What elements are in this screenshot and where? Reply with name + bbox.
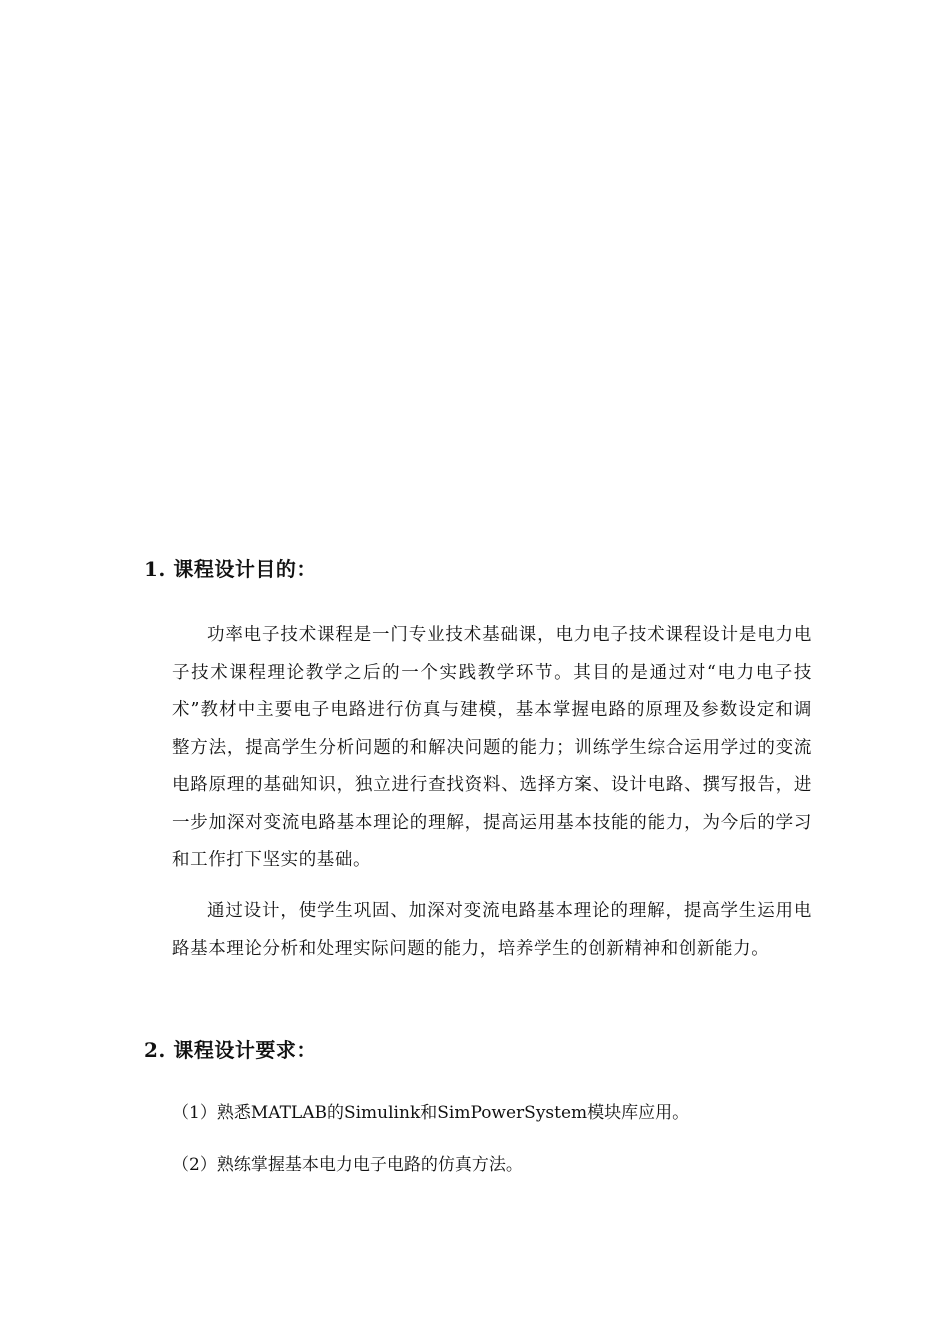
requirement-item-1: （1）熟悉MATLAB的Simulink和SimPowerSystem模块库应用。 <box>172 1103 690 1123</box>
section-1-paragraph-1: 功率电子技术课程是一门专业技术基础课，电力电子技术课程设计是电力电子技术课程理论教学之后的一个实践教学环节。其目的是通过对“电力电子技术”教材中主要电子电路进行仿真与建模，基本掌握电路的原理及参数设定和调整方法，提高学生分析问题的和解决问题的能力；训练学生综合运用学过的变流电路原理的基础知识，独立进行查找资料、选择方案、设计电路、撰写报告，进一步加深对变流电路基本理论的理解，提高运用基本技能的能力，为今后的学习和工作打下坚实的基础。 <box>172 625 812 870</box>
requirement-item-2: （2）熟练掌握基本电力电子电路的仿真方法。 <box>172 1155 523 1175</box>
section-1-heading: 1. 课程设计目的： <box>144 557 317 581</box>
section-2-heading: 2. 课程设计要求： <box>144 1038 317 1062</box>
section-1-paragraph-2: 通过设计，使学生巩固、加深对变流电路基本理论的理解，提高学生运用电路基本理论分析和处理实际问题的能力，培养学生的创新精神和创新能力。 <box>172 901 812 959</box>
